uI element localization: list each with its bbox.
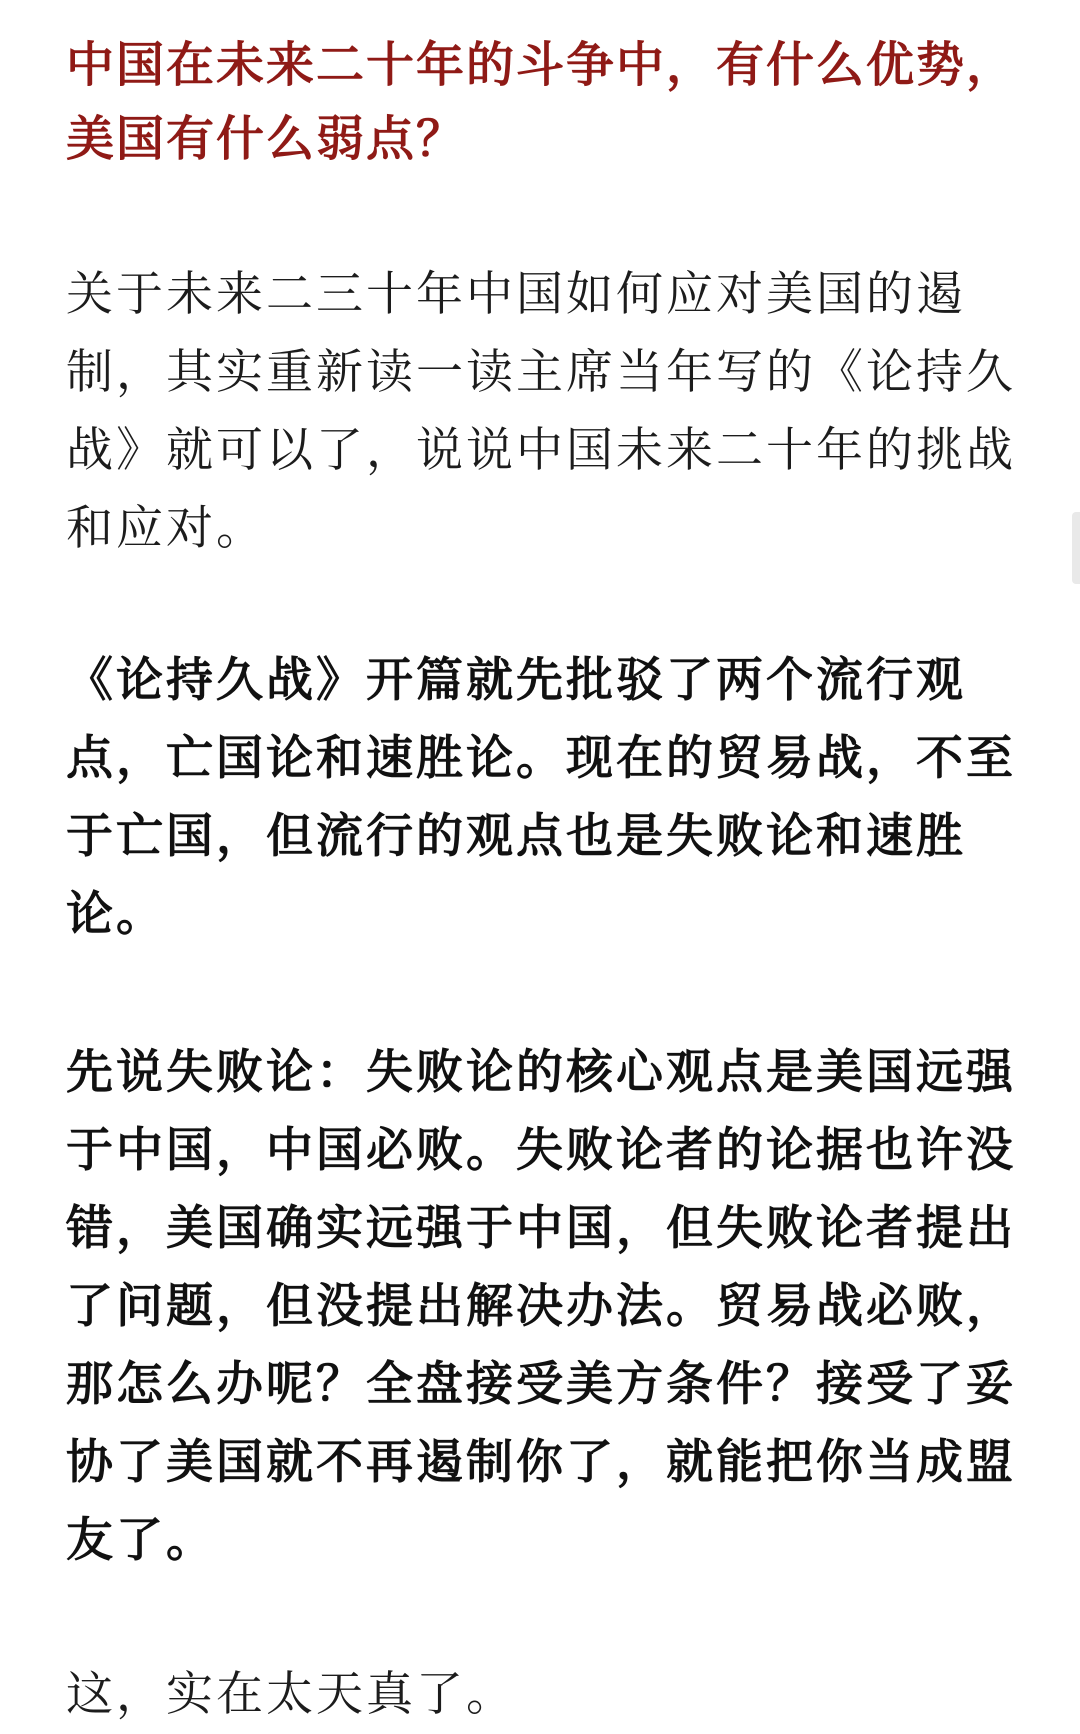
paragraph-intro: 关于未来二三十年中国如何应对美国的遏制，其实重新读一读主席当年写的《论持久战》就可以了，说说中国未来二十年的挑战和应对。: [66, 267, 1016, 556]
paragraph-conclusion: 这，实在太天真了。: [66, 1667, 516, 1722]
paragraph-defeatism: 先说失败论：失败论的核心观点是美国远强于中国，中国必败。失败论者的论据也许没错，美国确实远强于中国，但失败论者提出了问题，但没提出解决办法。贸易战必败，那怎么办呢？全盘接受美方条件？接受了妥协了美国就不再遏制你了，就能把你当成盟友了。: [66, 1045, 1016, 1568]
article-body: [66, 28, 1016, 1734]
scroll-indicator[interactable]: [1072, 512, 1080, 584]
paragraph-protracted-war: 《论持久战》开篇就先批驳了两个流行观点，亡国论和速胜论。现在的贸易战，不至于亡国，但流行的观点也是失败论和速胜论。: [66, 653, 1016, 942]
article-title: 中国在未来二十年的斗争中，有什么优势，美国有什么弱点？: [66, 37, 1017, 167]
